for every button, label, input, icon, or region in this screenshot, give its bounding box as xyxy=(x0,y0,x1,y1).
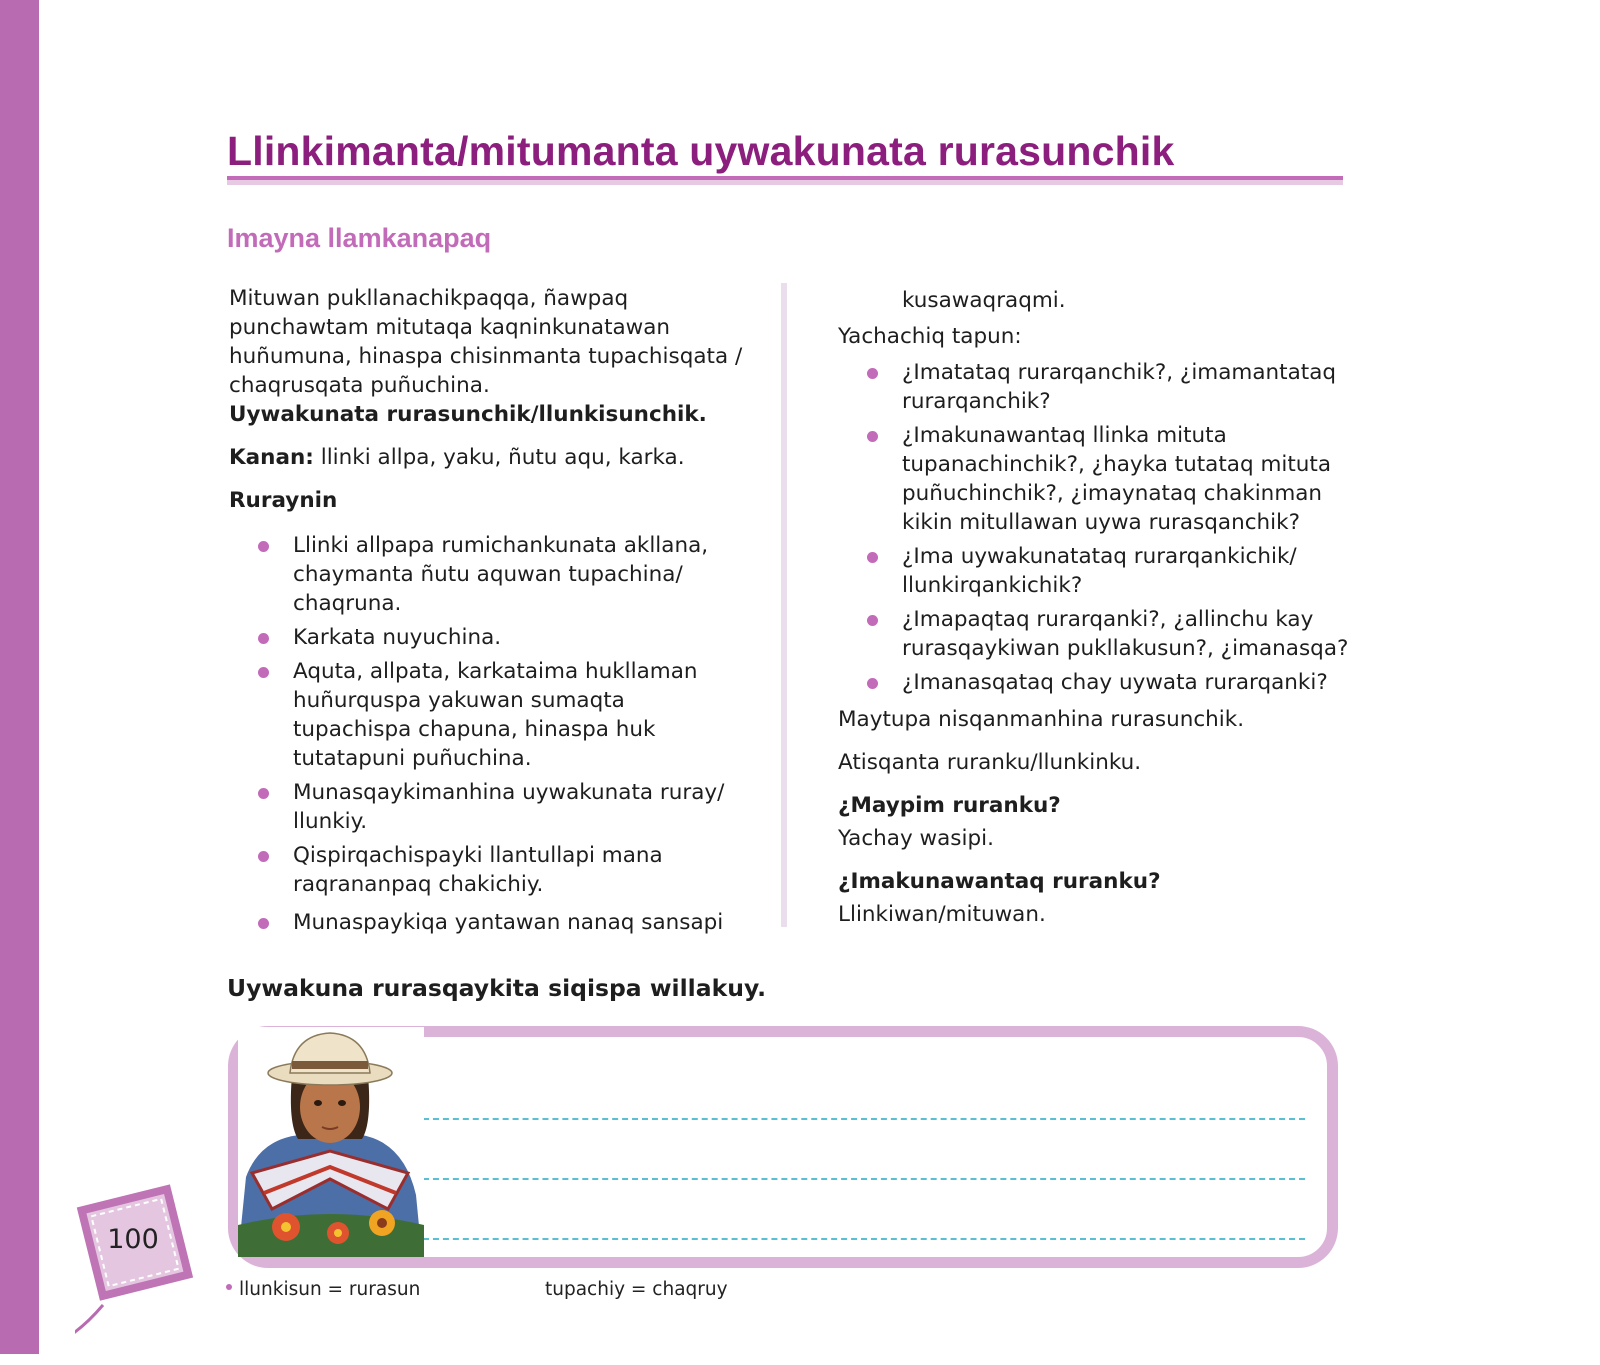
writing-instruction: Uywakuna rurasqaykita siqispa willakuy. xyxy=(227,974,767,1002)
list-item xyxy=(902,358,1358,416)
list-item xyxy=(293,908,749,937)
footnote xyxy=(226,1279,420,1300)
question-text: ¿Imapaqtaq rurarqanki?, ¿allinchu kay rurasqaykiwan pukllakusun?, ¿imanasqa? xyxy=(902,607,1349,661)
materials-label: Kanan: xyxy=(229,445,314,470)
bullet-icon xyxy=(258,541,269,552)
footnote xyxy=(545,1279,728,1300)
questions-list xyxy=(902,358,1358,697)
writing-line[interactable] xyxy=(423,1118,1305,1120)
intro-paragraph: Mituwan pukllanachikpaqqa, ñawpaq punchawtam mitutaqa kaqninkunatawan huñumuna, hinaspa chisinmanta tupachisqata / chaqrusqata puñuchina. xyxy=(229,286,743,398)
continued-text: kusawaqraqmi. xyxy=(902,288,1066,313)
writing-line[interactable] xyxy=(423,1178,1305,1180)
list-item xyxy=(902,542,1358,600)
question-text: ¿Imanasqataq chay uywata rurarqanki? xyxy=(902,670,1328,695)
list-item xyxy=(902,668,1358,697)
list-item xyxy=(293,841,749,899)
right-column xyxy=(838,286,1358,929)
where-question: ¿Maypim ruranku? xyxy=(838,793,1061,818)
page-number: 100 xyxy=(107,1224,159,1255)
with-what-answer: Llinkiwan/mituwan. xyxy=(838,902,1046,927)
list-item xyxy=(902,421,1358,537)
left-column xyxy=(229,284,749,942)
steps-list xyxy=(293,531,749,937)
instruction-line: Maytupa nisqanmanhina rurasunchik. xyxy=(838,707,1245,732)
bullet-icon xyxy=(867,431,878,442)
bullet-icon xyxy=(258,851,269,862)
step-text: Qispirqachispayki llantullapi mana raqrananpaq chakichiy. xyxy=(293,843,663,897)
question-text: ¿Imakunawantaq llinka mituta tupanachinchik?, ¿hayka tutataq mituta puñuchinchik?, ¿imaynataq chakinman kikin mitullawan uywa rurasqanchik? xyxy=(902,423,1332,535)
question-text: ¿Imatataq rurarqanchik?, ¿imamantataq rurarqanchik? xyxy=(902,360,1337,414)
list-item xyxy=(902,605,1358,663)
questions-heading: Yachachiq tapun: xyxy=(838,324,1022,349)
bullet-icon xyxy=(258,918,269,929)
girl-illustration xyxy=(238,1027,424,1257)
bullet-icon xyxy=(258,633,269,644)
list-item xyxy=(293,778,749,836)
with-what-question: ¿Imakunawantaq ruranku? xyxy=(838,869,1161,894)
writing-line[interactable] xyxy=(423,1238,1305,1240)
bullet-icon xyxy=(867,615,878,626)
steps-heading: Ruraynin xyxy=(229,488,338,513)
bullet-icon xyxy=(258,788,269,799)
list-item xyxy=(293,623,749,652)
where-answer: Yachay wasipi. xyxy=(838,826,994,851)
activity-heading: Uywakunata rurasunchik/llunkisunchik. xyxy=(229,402,707,427)
footnote-text: tupachiy = chaqruy xyxy=(545,1279,728,1300)
materials-text: llinki allpa, yaku, ñutu aqu, karka. xyxy=(313,445,685,470)
step-text: Munasqaykimanhina uywakunata ruray/ llunkiy. xyxy=(293,780,725,834)
bullet-icon xyxy=(226,1284,232,1290)
section-subtitle: Imayna llamkanapaq xyxy=(227,223,492,253)
footnote-text: llunkisun = rurasun xyxy=(239,1279,421,1300)
step-text: Aquta, allpata, karkataima hukllaman huñurquspa yakuwan sumaqta tupachispa chapuna, hinaspa huk tutatapuni puñuchina. xyxy=(293,659,698,771)
step-text: Karkata nuyuchina. xyxy=(293,625,502,650)
bullet-icon xyxy=(867,368,878,379)
bullet-icon xyxy=(867,552,878,563)
bullet-icon xyxy=(258,667,269,678)
column-divider xyxy=(781,283,787,927)
instruction-line: Atisqanta ruranku/llunkinku. xyxy=(838,750,1142,775)
list-item xyxy=(293,657,749,773)
side-accent-bar xyxy=(0,0,39,1354)
list-item xyxy=(293,531,749,618)
page-title: Llinkimanta/mitumanta uywakunata rurasunchik xyxy=(227,128,1175,174)
materials-paragraph xyxy=(229,443,749,472)
step-text: Munaspaykiqa yantawan nanaq sansapi xyxy=(293,910,724,935)
kite-badge-icon xyxy=(75,1165,205,1365)
step-text: Llinki allpapa rumichankunata akllana, chaymanta ñutu aquwan tupachina/ chaqruna. xyxy=(293,533,709,616)
question-text: ¿Ima uywakunatataq rurarqankichik/ llunkirqankichik? xyxy=(902,544,1297,598)
bullet-icon xyxy=(867,678,878,689)
title-underline xyxy=(227,176,1343,185)
